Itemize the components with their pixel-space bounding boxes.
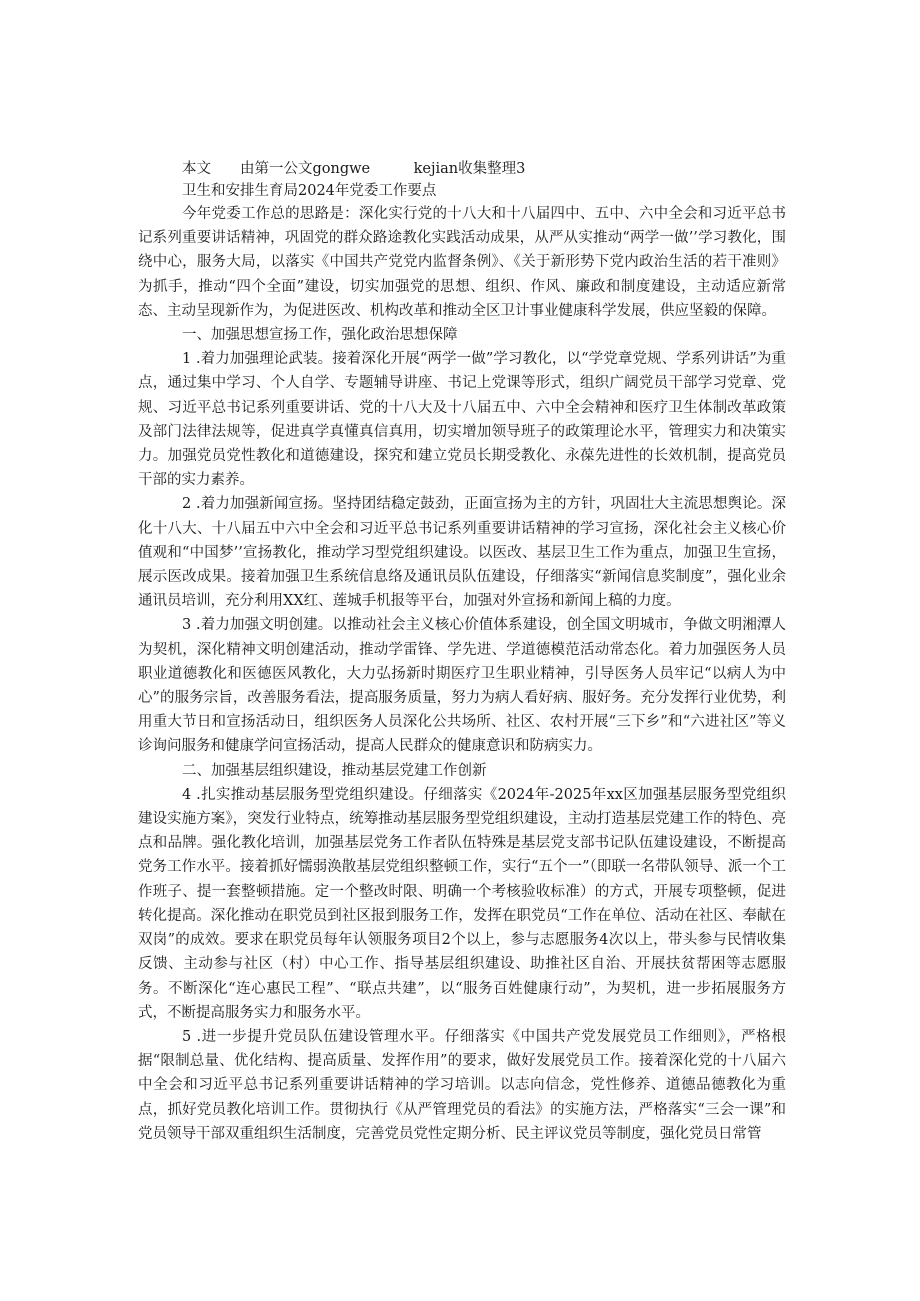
source-note: 本文 由第一公文gongwe kejian收集整理3 [182, 161, 526, 177]
intro-paragraph: 今年党委工作总的思路是：深化实行党的十八大和十八届四中、五中、六中全会和习近平总书记系列重要讲话精神，巩固党的群众路途教化实践活动成果，从严从实推动“两学一做’’学习教化，围绕中心，服务大局，以落实《中国共产党党内监督条例》、《关于新形势下党内政治生活的若干准则》为抓手，推动“四个全面”建设，切实加强党的思想、组织、作风、廉政和制度建设，主动适应新常态、主动呈现新作为，为促进医改、机构改革和推动全区卫计事业健康科学发展，供应坚毅的保障。 [138, 206, 786, 319]
document-page [138, 158, 786, 1146]
item-paragraph-3: 3 .着力加强文明创建。以推动社会主义核心价值体系建设，创全国文明城市，争做文明湘潭人为契机，深化精神文明创建活动，推动学雷锋、学先进、学道德模范活动常态化。着力加强医务人员职业道德教化和医德医风教化，大力弘扬新时期医疗卫生职业精神，引导医务人员牢记“以病人为中心”的服务宗旨，改善服务看法，提高服务质量，努力为病人看好病、服好务。充分发挥行业优势，利用重大节日和宣扬活动日，组织医务人员深化公共场所、社区、农村开展“三下乡”和“六进社区”等义诊询问服务和健康学问宣扬活动，提高人民群众的健康意识和防病实力。 [138, 617, 786, 755]
item-paragraph-1: 1 .着力加强理论武装。接着深化开展“两学一做”学习教化，以“学党章党规、学系列讲话”为重点，通过集中学习、个人自学、专题辅导讲座、书记上党课等形式，组织广阔党员干部学习党章、党规、习近平总书记系列重要讲话、党的十八大及十八届五中、六中全会精神和医疗卫生体制改革政策及部门法律法规等，促进真学真懂真信真用，切实增加领导班子的政策理论水平，管理实力和决策实力。加强党员党性教化和道德建设，探究和建立党员长期受教化、永葆先进性的长效机制，提高党员干部的实力素养。 [138, 351, 786, 489]
item-paragraph-4: 4 .扎实推动基层服务型党组织建设。仔细落实《2024年-2025年xx区加强基层服务型党组织建设实施方案》，突发行业特点，统筹推动基层服务型党组织建设，主动打造基层党建工作的特色、亮点和品牌。强化教化培训，加强基层党务工作者队伍特殊是基层党支部书记队伍建设建设，不断提高党务工作水平。接着抓好懦弱涣散基层党组织整顿工作，实行“五个一”（即联一名带队领导、派一个工作班子、提一套整顿措施。定一个整改时限、明确一个考核验收标准）的方式，开展专项整顿，促进转化提高。深化推动在职党员到社区报到服务工作，发挥在职党员“工作在单位、活动在社区、奉献在双岗”的成效。要求在职党员每年认领服务项目2个以上，参与志愿服务4次以上，带头参与民情收集反馈、主动参与社区（村）中心工作、指导基层组织建设、助推社区自治、开展扶贫帮困等志愿服务。不断深化“连心惠民工程”、“联点共建”，以“服务百姓健康行动”，为契机，进一步拓展服务方式，不断提高服务实力和服务水平。 [138, 786, 786, 1021]
item-paragraph-5: 5 .进一步提升党员队伍建设管理水平。仔细落实《中国共产党发展党员工作细则》，严格根据“限制总量、优化结构、提高质量、发挥作用”的要求，做好发展党员工作。接着深化党的十八届六中全会和习近平总书记系列重要讲话精神的学习培训。以志向信念，党性修养、道德品德教化为重点，抓好党员教化培训工作。贯彻执行《从严管理党员的看法》的实施方法，严格落实“三会一课”和党员领导干部双重组织生活制度，完善党员党性定期分析、民主评议党员等制度，强化党员日常管 [138, 1028, 786, 1142]
section-heading-2: 二、加强基层组织建设，推动基层党建工作创新 [182, 762, 487, 779]
item-paragraph-2: 2 .着力加强新闻宣扬。坚持团结稳定鼓劲，正面宣扬为主的方针，巩固壮大主流思想舆论。深化十八大、十八届五中六中全会和习近平总书记系列重要讲话精神的学习宣扬，深化社会主义核心价值观和“中国梦’’宣扬教化，推动学习型党组织建设。以医改、基层卫生工作为重点，加强卫生宣扬，展示医改成果。接着加强卫生系统信息络及通讯员队伍建设，仔细落实“新闻信息奖制度”，强化业余通讯员培训，充分利用XX红、莲城手机报等平台，加强对外宣扬和新闻上稿的力度。 [138, 496, 786, 610]
document-title: 卫生和安排生育局2024年党委工作要点 [182, 183, 437, 199]
section-heading-1: 一、加强思想宣扬工作，强化政治思想保障 [182, 327, 458, 344]
